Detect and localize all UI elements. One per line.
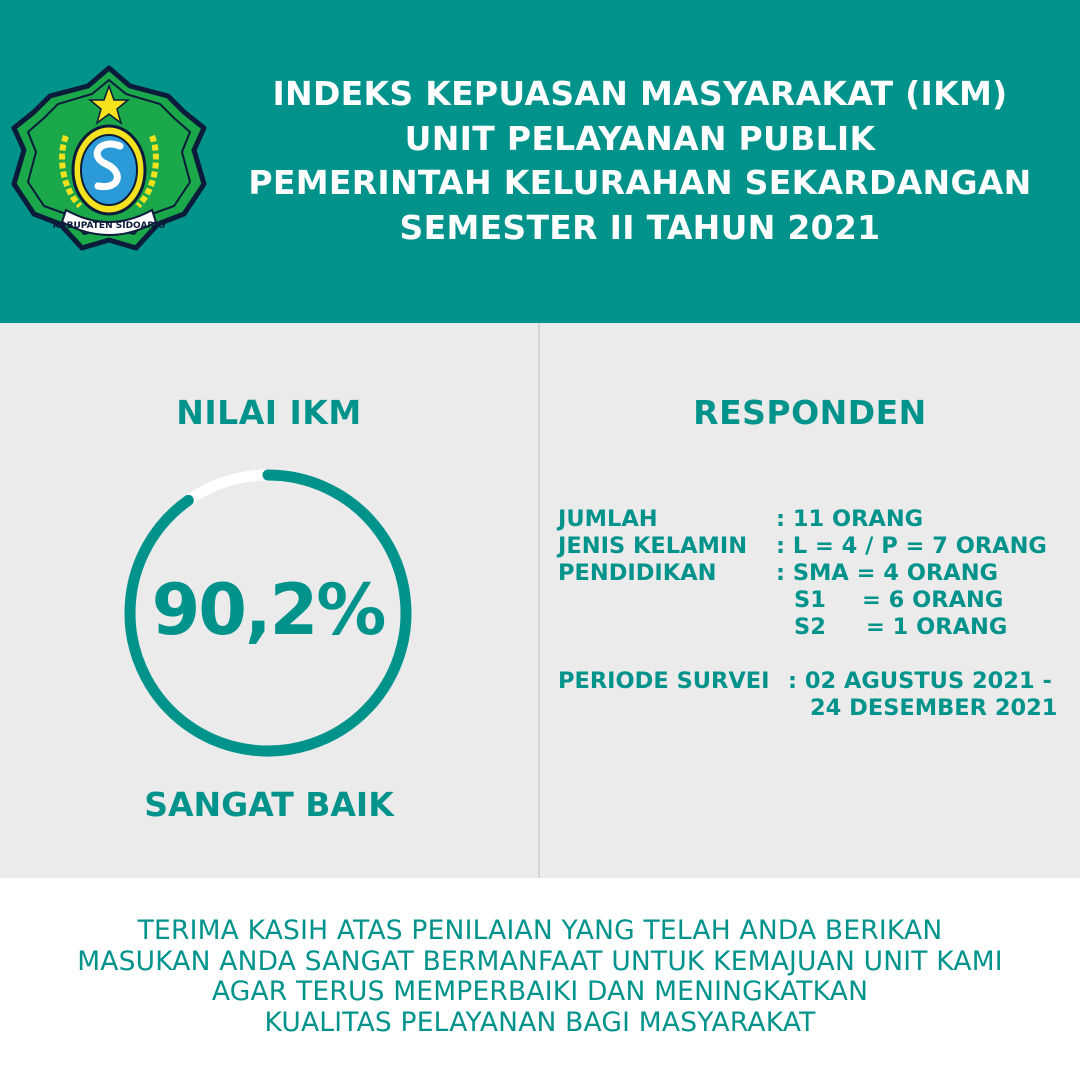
responden-heading: RESPONDEN (693, 393, 927, 432)
title-line-4: SEMESTER II TAHUN 2021 (399, 207, 881, 247)
footer-line-2: MASUKAN ANDA SANGAT BERMANFAAT UNTUK KEMAJUAN UNIT KAMI (77, 945, 1003, 977)
kelamin-label: JENIS KELAMIN (558, 533, 748, 559)
periode-value-start: : 02 AGUSTUS 2021 - (788, 668, 1052, 694)
s1-label: S1 (794, 587, 826, 613)
jumlah-value: : 11 ORANG (776, 506, 924, 532)
ikm-heading: NILAI IKM (176, 393, 362, 432)
footer-message (0, 916, 1080, 1038)
s1-value: = 6 ORANG (862, 587, 1004, 613)
title-line-3: PEMERINTAH KELURAHAN SEKARDANGAN (248, 163, 1032, 202)
footer-line-4: KUALITAS PELAYANAN BAGI MASYARAKAT (264, 1006, 816, 1038)
logo-ribbon-text: KABUPATEN SIDOARJO (52, 221, 166, 231)
title-line-2: UNIT PELAYANAN PUBLIK (404, 118, 876, 158)
footer-line-1: TERIMA KASIH ATAS PENILAIAN YANG TELAH ANDA BERIKAN (137, 915, 943, 946)
periode-value-end: 24 DESEMBER 2021 (810, 695, 1058, 721)
pendidikan-label: PENDIDIKAN (558, 560, 717, 586)
s2-value: = 1 ORANG (866, 614, 1008, 640)
footer-line-3: AGAR TERUS MEMPERBAIKI DAN MENINGKATKAN (211, 976, 869, 1007)
title-line-1: INDEKS KEPUASAN MASYARAKAT (IKM) (272, 74, 1008, 113)
header-banner (0, 0, 1080, 323)
pendidikan-sma-value: : SMA = 4 ORANG (776, 560, 999, 586)
s2-label: S2 (794, 614, 826, 640)
periode-label: PERIODE SURVEI (558, 668, 770, 694)
ikm-value: 90,2% (151, 569, 385, 651)
page-title (225, 72, 1055, 250)
ikm-rating: SANGAT BAIK (144, 785, 394, 824)
jumlah-label: JUMLAH (558, 506, 658, 532)
kabupaten-sidoarjo-emblem-icon (8, 64, 210, 254)
kelamin-value: : L = 4 / P = 7 ORANG (776, 533, 1047, 559)
